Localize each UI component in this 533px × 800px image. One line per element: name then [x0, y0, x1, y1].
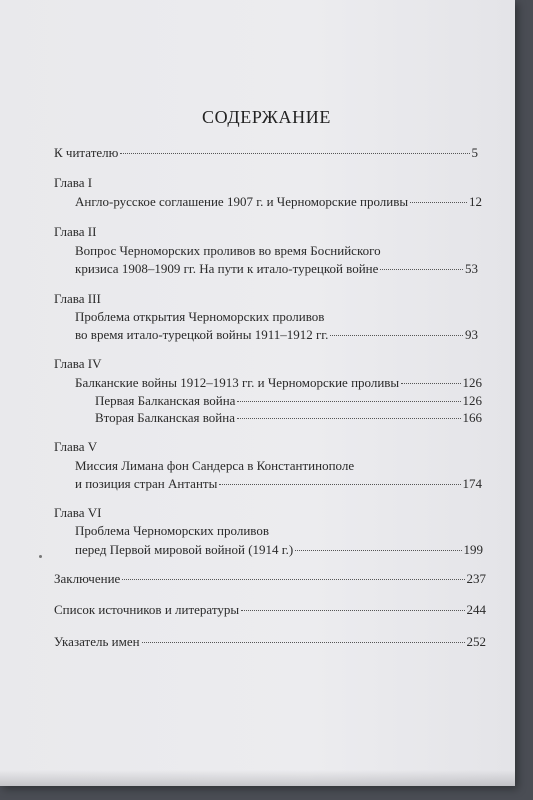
toc-entry-text: Указатель имен — [54, 634, 140, 649]
chapter-label-2: Глава II — [54, 224, 97, 239]
leader-dots — [237, 401, 460, 402]
toc-entry-text: Первая Балканская война — [95, 393, 236, 408]
chapter-label-6: Глава VI — [54, 505, 102, 520]
leader-dots — [237, 418, 461, 419]
toc-page-number: 53 — [465, 261, 478, 276]
leader-dots — [295, 550, 461, 551]
toc-entry-text: Англо-русское соглашение 1907 г. и Черноморские проливы — [75, 194, 409, 209]
toc-entry-text: Заключение — [54, 571, 121, 586]
toc-page-number: 126 — [462, 375, 482, 390]
toc-page-number: 93 — [465, 327, 478, 342]
toc-page-number: 12 — [469, 194, 482, 209]
leader-dots — [410, 202, 467, 203]
leader-dots — [401, 383, 460, 384]
toc-page-number: 237 — [466, 571, 486, 586]
toc-entry-bibliography — [54, 602, 486, 618]
toc-entry-conclusion — [54, 571, 486, 587]
toc-page-number: 252 — [466, 634, 486, 649]
chapter-label-4: Глава IV — [54, 356, 102, 371]
toc-subentry — [95, 393, 482, 409]
chapter-label-1: Глава I — [54, 175, 93, 190]
toc-entry-text-line: Миссия Лимана фон Сандерса в Константинополе — [75, 458, 355, 473]
toc-page-number: 244 — [466, 602, 486, 617]
toc-page-number: 199 — [463, 542, 483, 557]
chapter-label-3: Глава III — [54, 291, 101, 306]
leader-dots — [219, 484, 460, 485]
toc-entry-text-line: Вопрос Черноморских проливов во время Боснийского — [75, 243, 381, 258]
toc-entry-text: во время итало-турецкой войны 1911–1912 гг. — [75, 327, 329, 342]
toc-entry-text: К читателю — [54, 145, 119, 160]
toc-entry-text: Балканские войны 1912–1913 гг. и Черноморские проливы — [75, 375, 400, 390]
leader-dots — [380, 269, 463, 270]
toc-entry-chapter-4 — [75, 375, 482, 391]
leader-dots — [142, 642, 465, 643]
toc-page-number: 174 — [462, 476, 482, 491]
toc-entry-chapter-1 — [75, 194, 482, 210]
leader-dots — [241, 610, 464, 611]
toc-page-number: 5 — [471, 145, 478, 160]
toc-entry-text-line: Проблема Черноморских проливов — [75, 523, 269, 538]
toc-entry-text: перед Первой мировой войной (1914 г.) — [75, 542, 294, 557]
leader-dots — [120, 153, 469, 154]
toc-subentry — [95, 410, 482, 426]
toc-entry-name-index — [54, 634, 486, 650]
leader-dots — [122, 579, 464, 580]
toc-entry-intro — [54, 145, 478, 161]
toc-entry-chapter-3 — [75, 327, 478, 343]
leader-dots — [330, 335, 463, 336]
print-speck — [39, 555, 42, 558]
toc-entry-chapter-6 — [75, 542, 483, 558]
toc-entry-chapter-5 — [75, 476, 482, 492]
toc-entry-chapter-2 — [75, 261, 478, 277]
page-title: СОДЕРЖАНИЕ — [202, 107, 331, 127]
toc-page-number: 126 — [462, 393, 482, 408]
toc-entry-text: Вторая Балканская война — [95, 410, 235, 425]
toc-entry-text: и позиция стран Антанты — [75, 476, 218, 491]
toc-entry-text: кризиса 1908–1909 гг. На пути к итало-турецкой войне — [75, 261, 379, 276]
chapter-label-5: Глава V — [54, 439, 98, 454]
toc-entry-text-line: Проблема открытия Черноморских проливов — [75, 309, 325, 324]
toc-page-number: 166 — [462, 410, 482, 425]
toc-entry-text: Список источников и литературы — [54, 602, 240, 617]
